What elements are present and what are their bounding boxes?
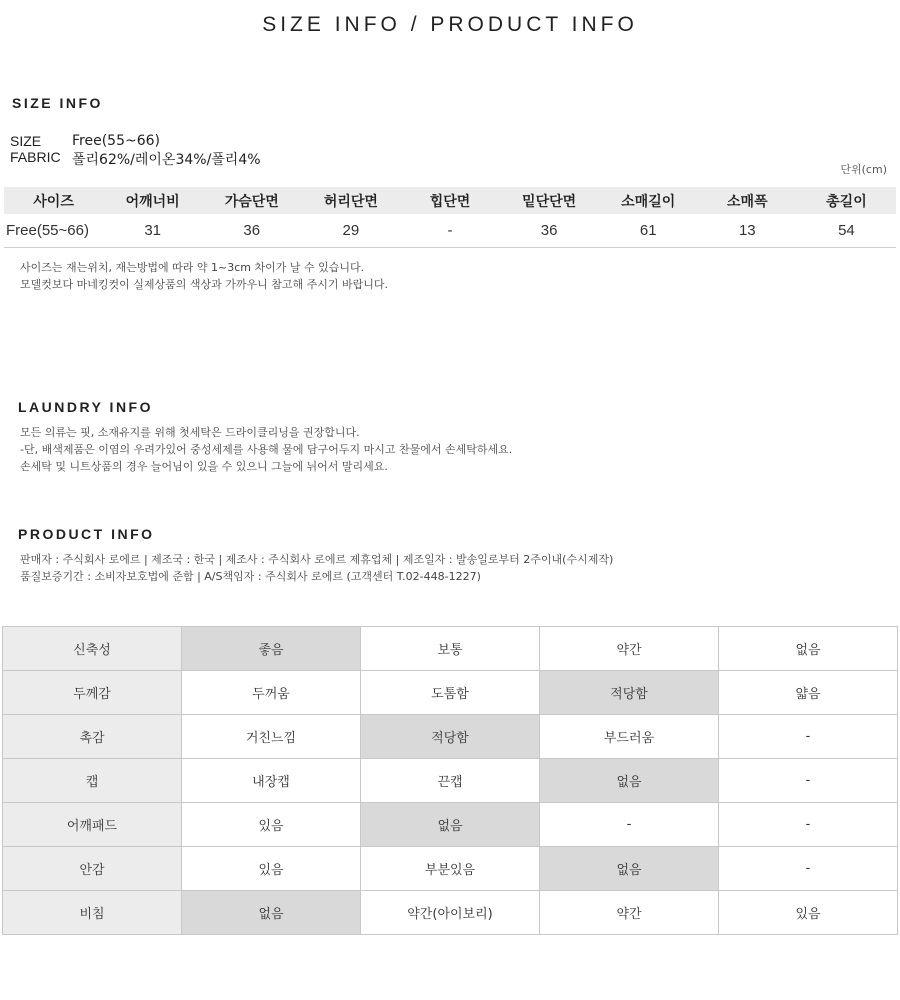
note-line: 사이즈는 재는위치, 재는방법에 따라 약 1~3cm 차이가 날 수 있습니다. [20, 261, 365, 274]
size-info-heading: SIZE INFO [12, 95, 103, 111]
note-line: -단, 배색제품은 이염의 우려가있어 중성세제를 사용해 물에 담구어두지 마시고 찬물에서 손세탁하세요. [20, 443, 513, 456]
property-label: 안감 [3, 847, 182, 891]
property-option: 있음 [182, 847, 361, 891]
property-option: 없음 [182, 891, 361, 935]
property-option: 없음 [540, 759, 719, 803]
property-row [3, 627, 898, 671]
property-table [2, 626, 898, 935]
property-option: 부드러움 [540, 715, 719, 759]
property-option: 내장캡 [182, 759, 361, 803]
property-option: 적당함 [540, 671, 719, 715]
laundry-info-heading: LAUNDRY INFO [18, 399, 153, 415]
property-option: 얇음 [719, 671, 898, 715]
laundry-notes [20, 424, 512, 475]
property-option: 거친느낌 [182, 715, 361, 759]
property-option: - [719, 715, 898, 759]
size-table [4, 187, 896, 248]
property-row [3, 759, 898, 803]
size-col-header: 소매길이 [599, 187, 698, 214]
property-option: 두꺼움 [182, 671, 361, 715]
property-row [3, 671, 898, 715]
size-col-header: 사이즈 [4, 187, 103, 214]
property-label: 비침 [3, 891, 182, 935]
size-col-header: 힙단면 [400, 187, 499, 214]
table-row [4, 214, 896, 247]
product-info-heading: PRODUCT INFO [18, 526, 155, 542]
property-option: 보통 [361, 627, 540, 671]
property-option: 약간 [540, 891, 719, 935]
spec-size-label: SIZE [10, 133, 42, 149]
property-option: 있음 [719, 891, 898, 935]
size-cell: 29 [301, 214, 400, 247]
note-line: 모델컷보다 마네킹컷이 실제상품의 색상과 가까우니 참고해 주시기 바랍니다. [20, 278, 389, 291]
property-option: 도톰함 [361, 671, 540, 715]
property-label: 캡 [3, 759, 182, 803]
property-option: 약간 [540, 627, 719, 671]
property-option: 좋음 [182, 627, 361, 671]
property-option: 없음 [361, 803, 540, 847]
size-col-header: 밑단단면 [500, 187, 599, 214]
spec-fabric-label: FABRIC [10, 149, 61, 165]
property-option: 있음 [182, 803, 361, 847]
property-option: 없음 [719, 627, 898, 671]
property-option: - [719, 847, 898, 891]
note-line: 품질보증기간 : 소비자보호법에 준함 | A/S책임자 : 주식회사 로에르 (고객센터 T.02-448-1227) [20, 570, 481, 583]
size-col-header: 어깨너비 [103, 187, 202, 214]
size-table-header-row [4, 187, 896, 214]
property-option: - [719, 759, 898, 803]
property-row [3, 715, 898, 759]
property-option: 약간(아이보리) [361, 891, 540, 935]
spec-size-value: Free(55~66) [72, 133, 160, 149]
size-col-header: 가슴단면 [202, 187, 301, 214]
size-cell: 54 [797, 214, 896, 247]
size-col-header: 소매폭 [698, 187, 797, 214]
size-col-header: 총길이 [797, 187, 896, 214]
property-label: 촉감 [3, 715, 182, 759]
property-option: 부분있음 [361, 847, 540, 891]
size-cell: 36 [500, 214, 599, 247]
property-option: 적당함 [361, 715, 540, 759]
note-line: 손세탁 및 니트상품의 경우 늘어님이 있을 수 있으니 그늘에 뉘어서 말리세요. [20, 460, 388, 473]
size-cell: 31 [103, 214, 202, 247]
size-notes [20, 259, 388, 293]
note-line: 판매자 : 주식회사 로에르 | 제조국 : 한국 | 제조사 : 주식회사 로에르 제휴업체 | 제조일자 : 발송일로부터 2주이내(수시제작) [20, 553, 614, 566]
size-col-header: 허리단면 [301, 187, 400, 214]
size-cell: Free(55~66) [4, 214, 103, 247]
product-notes [20, 551, 613, 585]
size-cell: 36 [202, 214, 301, 247]
property-option: - [540, 803, 719, 847]
property-label: 신축성 [3, 627, 182, 671]
page-title: SIZE INFO / PRODUCT INFO [262, 13, 638, 36]
spec-fabric-value: 폴리62%/레이온34%/폴리4% [72, 152, 261, 168]
size-cell: - [400, 214, 499, 247]
size-cell: 61 [599, 214, 698, 247]
property-option: - [719, 803, 898, 847]
note-line: 모든 의류는 핏, 소재유지를 위해 첫세탁은 드라이클리닝을 권장합니다. [20, 426, 360, 439]
property-row [3, 891, 898, 935]
property-row [3, 847, 898, 891]
property-option: 끈캡 [361, 759, 540, 803]
property-label: 어깨패드 [3, 803, 182, 847]
size-cell: 13 [698, 214, 797, 247]
unit-label: 단위(cm) [840, 163, 887, 176]
property-row [3, 803, 898, 847]
property-label: 두께감 [3, 671, 182, 715]
property-option: 없음 [540, 847, 719, 891]
